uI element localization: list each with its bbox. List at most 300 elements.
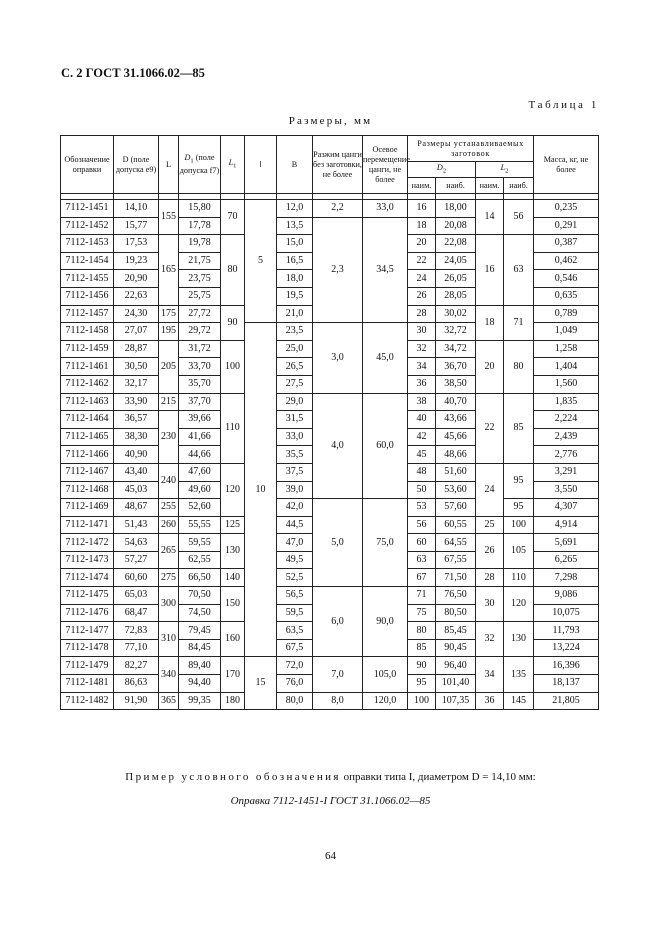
cell-D2-max: 51,60 xyxy=(436,463,476,481)
cell-D1: 31,72 xyxy=(179,340,221,358)
cell-B: 52,5 xyxy=(277,569,313,587)
cell-B: 15,0 xyxy=(277,235,313,253)
col-D2-min: наим. xyxy=(408,178,436,194)
cell-mass: 6,265 xyxy=(534,551,599,569)
cell-L1: 110 xyxy=(221,393,245,463)
cell-D2-max: 38,50 xyxy=(436,375,476,393)
cell-L: 175 xyxy=(159,305,179,323)
cell-L2-max: 110 xyxy=(504,569,534,587)
cell-D: 24,30 xyxy=(114,305,159,323)
cell-D1: 47,60 xyxy=(179,463,221,481)
cell-D1: 44,66 xyxy=(179,446,221,464)
cell-mass: 0,462 xyxy=(534,252,599,270)
cell-L1: 125 xyxy=(221,516,245,534)
cell-D1: 59,55 xyxy=(179,534,221,552)
col-D2: $D_2$ xyxy=(408,162,476,178)
cell-clamp: 8,0 xyxy=(313,692,363,710)
cell-L2-min: 34 xyxy=(476,657,504,692)
cell-mass: 2,439 xyxy=(534,428,599,446)
cell-mass: 0,235 xyxy=(534,200,599,218)
cell-D1: 55,55 xyxy=(179,516,221,534)
cell-mass: 0,546 xyxy=(534,270,599,288)
cell-L2-max: 95 xyxy=(504,463,534,498)
cell-L2-min: 22 xyxy=(476,393,504,463)
cell-B: 29,0 xyxy=(277,393,313,411)
cell-D1: 49,60 xyxy=(179,481,221,499)
cell-D2-min: 63 xyxy=(408,551,436,569)
cell-designation: 7112-1474 xyxy=(61,569,114,587)
cell-L: 310 xyxy=(159,622,179,657)
page-header: С. 2 ГОСТ 31.1066.02—85 xyxy=(61,66,205,80)
cell-L: 240 xyxy=(159,463,179,498)
cell-D: 28,87 xyxy=(114,340,159,358)
cell-D2-max: 26,05 xyxy=(436,270,476,288)
cell-designation: 7112-1478 xyxy=(61,639,114,657)
cell-D2-max: 34,72 xyxy=(436,340,476,358)
cell-D: 82,27 xyxy=(114,657,159,675)
cell-D2-max: 60,55 xyxy=(436,516,476,534)
cell-D: 30,50 xyxy=(114,358,159,376)
cell-D: 32,17 xyxy=(114,375,159,393)
col-axial: Осевое перемещение цанги, не более xyxy=(363,136,408,194)
cell-D1: 99,35 xyxy=(179,692,221,710)
cell-D2-min: 32 xyxy=(408,340,436,358)
table-caption: Размеры, мм xyxy=(288,115,373,127)
cell-D2-max: 107,35 xyxy=(436,692,476,710)
cell-L1: 180 xyxy=(221,692,245,710)
cell-designation: 7112-1464 xyxy=(61,411,114,429)
cell-D1: 84,45 xyxy=(179,639,221,657)
cell-L1: 70 xyxy=(221,200,245,235)
cell-clamp: 6,0 xyxy=(313,587,363,657)
cell-D2-min: 36 xyxy=(408,375,436,393)
cell-designation: 7112-1469 xyxy=(61,499,114,517)
cell-D: 43,40 xyxy=(114,463,159,481)
cell-D1: 39,66 xyxy=(179,411,221,429)
cell-L2-max: 63 xyxy=(504,235,534,305)
cell-D: 48,67 xyxy=(114,499,159,517)
cell-D2-max: 80,50 xyxy=(436,604,476,622)
cell-D: 68,47 xyxy=(114,604,159,622)
cell-D: 45,03 xyxy=(114,481,159,499)
cell-mass: 11,793 xyxy=(534,622,599,640)
cell-L2-max: 80 xyxy=(504,340,534,393)
cell-D2-min: 90 xyxy=(408,657,436,675)
cell-L2-max: 145 xyxy=(504,692,534,710)
cell-D2-min: 22 xyxy=(408,252,436,270)
cell-mass: 3,550 xyxy=(534,481,599,499)
cell-B: 37,5 xyxy=(277,463,313,481)
cell-D1: 29,72 xyxy=(179,323,221,341)
cell-L2-min: 14 xyxy=(476,200,504,235)
table-row xyxy=(61,393,599,411)
cell-B: 63,5 xyxy=(277,622,313,640)
cell-B: 44,5 xyxy=(277,516,313,534)
cell-L2-min: 25 xyxy=(476,516,504,534)
cell-D2-min: 20 xyxy=(408,235,436,253)
col-l: l xyxy=(245,136,277,194)
cell-B: 19,5 xyxy=(277,287,313,305)
example-spaced: Пример условного обозначения xyxy=(125,771,341,783)
table-number: Таблица 1 xyxy=(528,99,599,111)
cell-D1: 70,50 xyxy=(179,587,221,605)
cell-axial: 34,5 xyxy=(363,217,408,323)
cell-B: 27,5 xyxy=(277,375,313,393)
cell-mass: 18,137 xyxy=(534,675,599,693)
cell-designation: 7112-1453 xyxy=(61,235,114,253)
cell-designation: 7112-1476 xyxy=(61,604,114,622)
cell-D1: 89,40 xyxy=(179,657,221,675)
cell-D: 15,77 xyxy=(114,217,159,235)
cell-D2-min: 56 xyxy=(408,516,436,534)
cell-D: 54,63 xyxy=(114,534,159,552)
cell-D1: 33,70 xyxy=(179,358,221,376)
cell-D: 51,43 xyxy=(114,516,159,534)
cell-D: 17,53 xyxy=(114,235,159,253)
col-mass: Масса, кг, не более xyxy=(534,136,599,194)
col-designation: Обозначение оправки xyxy=(61,136,114,194)
cell-D2-max: 28,05 xyxy=(436,287,476,305)
cell-L2-max: 100 xyxy=(504,516,534,534)
cell-L: 215 xyxy=(159,393,179,411)
cell-D2-min: 80 xyxy=(408,622,436,640)
cell-D1: 27,72 xyxy=(179,305,221,323)
table-row xyxy=(61,692,599,710)
cell-designation: 7112-1481 xyxy=(61,675,114,693)
cell-D2-min: 26 xyxy=(408,287,436,305)
cell-D2-max: 20,08 xyxy=(436,217,476,235)
cell-L: 260 xyxy=(159,516,179,534)
cell-L2-max: 120 xyxy=(504,587,534,622)
cell-B: 56,5 xyxy=(277,587,313,605)
example-rest: оправки типа I, диаметром D = 14,10 мм: xyxy=(343,771,536,783)
cell-D1: 94,40 xyxy=(179,675,221,693)
cell-D2-max: 96,40 xyxy=(436,657,476,675)
cell-L2-min: 36 xyxy=(476,692,504,710)
cell-D2-min: 48 xyxy=(408,463,436,481)
cell-designation: 7112-1451 xyxy=(61,200,114,218)
page-number: 64 xyxy=(325,850,336,862)
cell-clamp: 2,2 xyxy=(313,200,363,218)
cell-L2-min: 26 xyxy=(476,534,504,569)
cell-designation: 7112-1472 xyxy=(61,534,114,552)
table-row xyxy=(61,657,599,675)
cell-B: 72,0 xyxy=(277,657,313,675)
table-row xyxy=(61,587,599,605)
cell-designation: 7112-1459 xyxy=(61,340,114,358)
cell-D2-min: 38 xyxy=(408,393,436,411)
cell-D2-min: 75 xyxy=(408,604,436,622)
cell-designation: 7112-1461 xyxy=(61,358,114,376)
cell-D: 36,57 xyxy=(114,411,159,429)
cell-D: 22,63 xyxy=(114,287,159,305)
col-L1: $L_1$ xyxy=(221,136,245,194)
cell-clamp: 4,0 xyxy=(313,393,363,499)
cell-D: 91,90 xyxy=(114,692,159,710)
col-D: D (поле допуска е9) xyxy=(114,136,159,194)
cell-designation: 7112-1466 xyxy=(61,446,114,464)
table-body xyxy=(61,194,599,710)
cell-D2-min: 18 xyxy=(408,217,436,235)
cell-D2-max: 76,50 xyxy=(436,587,476,605)
example-designation: Оправка 7112-1451-I ГОСТ 31.1066.02—85 xyxy=(230,795,431,807)
cell-axial: 45,0 xyxy=(363,323,408,393)
cell-designation: 7112-1467 xyxy=(61,463,114,481)
cell-D2-max: 90,45 xyxy=(436,639,476,657)
cell-mass: 9,086 xyxy=(534,587,599,605)
cell-D2-max: 64,55 xyxy=(436,534,476,552)
cell-L2-max: 85 xyxy=(504,393,534,463)
cell-B: 25,0 xyxy=(277,340,313,358)
cell-L1: 160 xyxy=(221,622,245,657)
cell-D1: 79,45 xyxy=(179,622,221,640)
cell-designation: 7112-1454 xyxy=(61,252,114,270)
cell-D: 57,27 xyxy=(114,551,159,569)
cell-designation: 7112-1465 xyxy=(61,428,114,446)
cell-D2-max: 48,66 xyxy=(436,446,476,464)
cell-D1: 19,78 xyxy=(179,235,221,253)
cell-B: 59,5 xyxy=(277,604,313,622)
cell-mass: 1,560 xyxy=(534,375,599,393)
cell-D: 86,63 xyxy=(114,675,159,693)
cell-L: 275 xyxy=(159,569,179,587)
cell-L2-min: 20 xyxy=(476,340,504,393)
cell-D2-max: 101,40 xyxy=(436,675,476,693)
cell-axial: 120,0 xyxy=(363,692,408,710)
cell-D2-min: 42 xyxy=(408,428,436,446)
cell-B: 49,5 xyxy=(277,551,313,569)
cell-axial: 60,0 xyxy=(363,393,408,499)
cell-D2-max: 40,70 xyxy=(436,393,476,411)
cell-mass: 0,789 xyxy=(534,305,599,323)
cell-D1: 62,55 xyxy=(179,551,221,569)
cell-axial: 105,0 xyxy=(363,657,408,692)
cell-L: 230 xyxy=(159,411,179,464)
cell-L2-max: 105 xyxy=(504,534,534,569)
table-row xyxy=(61,200,599,218)
col-L2-max: наиб. xyxy=(504,178,534,194)
cell-mass: 2,776 xyxy=(534,446,599,464)
cell-L: 165 xyxy=(159,235,179,305)
cell-D2-max: 85,45 xyxy=(436,622,476,640)
cell-D2-min: 53 xyxy=(408,499,436,517)
cell-D: 40,90 xyxy=(114,446,159,464)
cell-D2-min: 85 xyxy=(408,639,436,657)
cell-D1: 21,75 xyxy=(179,252,221,270)
cell-mass: 3,291 xyxy=(534,463,599,481)
cell-L: 195 xyxy=(159,323,179,341)
cell-D2-min: 30 xyxy=(408,323,436,341)
cell-mass: 10,075 xyxy=(534,604,599,622)
cell-mass: 7,298 xyxy=(534,569,599,587)
cell-D2-max: 43,66 xyxy=(436,411,476,429)
cell-D1: 15,80 xyxy=(179,200,221,218)
cell-D1: 66,50 xyxy=(179,569,221,587)
cell-designation: 7112-1463 xyxy=(61,393,114,411)
cell-D: 38,30 xyxy=(114,428,159,446)
cell-D: 33,90 xyxy=(114,393,159,411)
cell-mass: 1,404 xyxy=(534,358,599,376)
cell-D1: 23,75 xyxy=(179,270,221,288)
cell-designation: 7112-1458 xyxy=(61,323,114,341)
cell-L2-min: 28 xyxy=(476,569,504,587)
cell-mass: 4,307 xyxy=(534,499,599,517)
cell-mass: 5,691 xyxy=(534,534,599,552)
cell-B: 67,5 xyxy=(277,639,313,657)
cell-D2-min: 50 xyxy=(408,481,436,499)
cell-L1: 100 xyxy=(221,340,245,393)
cell-D2-min: 100 xyxy=(408,692,436,710)
example-text xyxy=(0,771,661,783)
cell-L: 300 xyxy=(159,587,179,622)
cell-D2-min: 16 xyxy=(408,200,436,218)
cell-L: 255 xyxy=(159,499,179,517)
cell-designation: 7112-1462 xyxy=(61,375,114,393)
cell-B: 47,0 xyxy=(277,534,313,552)
cell-L2-min: 18 xyxy=(476,305,504,340)
cell-L2-min: 32 xyxy=(476,622,504,657)
cell-axial: 75,0 xyxy=(363,499,408,587)
cell-designation: 7112-1456 xyxy=(61,287,114,305)
cell-clamp: 7,0 xyxy=(313,657,363,692)
cell-l: 15 xyxy=(245,657,277,710)
cell-L: 365 xyxy=(159,692,179,710)
cell-L2-min: 16 xyxy=(476,235,504,305)
cell-mass: 0,387 xyxy=(534,235,599,253)
cell-D1: 74,50 xyxy=(179,604,221,622)
cell-D2-min: 45 xyxy=(408,446,436,464)
cell-L2-min: 30 xyxy=(476,587,504,622)
cell-D: 20,90 xyxy=(114,270,159,288)
cell-designation: 7112-1479 xyxy=(61,657,114,675)
cell-L1: 140 xyxy=(221,569,245,587)
cell-designation: 7112-1482 xyxy=(61,692,114,710)
cell-D2-min: 24 xyxy=(408,270,436,288)
cell-D1: 41,66 xyxy=(179,428,221,446)
cell-D2-max: 24,05 xyxy=(436,252,476,270)
cell-D: 60,60 xyxy=(114,569,159,587)
cell-designation: 7112-1457 xyxy=(61,305,114,323)
cell-l: 5 xyxy=(245,200,277,323)
cell-mass: 21,805 xyxy=(534,692,599,710)
cell-designation: 7112-1473 xyxy=(61,551,114,569)
cell-B: 23,5 xyxy=(277,323,313,341)
cell-D1: 35,70 xyxy=(179,375,221,393)
cell-D: 72,83 xyxy=(114,622,159,640)
cell-clamp: 5,0 xyxy=(313,499,363,587)
col-clamp: Разжим цанги без заготовки, не более xyxy=(313,136,363,194)
cell-mass: 13,224 xyxy=(534,639,599,657)
cell-B: 33,0 xyxy=(277,428,313,446)
cell-B: 76,0 xyxy=(277,675,313,693)
cell-L: 155 xyxy=(159,200,179,235)
col-blank-sizes: Размеры устанавливаемых заготовок xyxy=(408,136,534,162)
cell-D1: 25,75 xyxy=(179,287,221,305)
cell-designation: 7112-1471 xyxy=(61,516,114,534)
cell-L2-min: 24 xyxy=(476,463,504,516)
cell-L1: 170 xyxy=(221,657,245,692)
cell-designation: 7112-1475 xyxy=(61,587,114,605)
cell-D: 27,07 xyxy=(114,323,159,341)
cell-L2-max: 71 xyxy=(504,305,534,340)
col-L: L xyxy=(159,136,179,194)
cell-D: 77,10 xyxy=(114,639,159,657)
col-B: B xyxy=(277,136,313,194)
cell-B: 39,0 xyxy=(277,481,313,499)
cell-L1: 90 xyxy=(221,305,245,340)
cell-L2-max: 56 xyxy=(504,200,534,235)
cell-D2-min: 67 xyxy=(408,569,436,587)
cell-designation: 7112-1477 xyxy=(61,622,114,640)
cell-B: 16,5 xyxy=(277,252,313,270)
cell-mass: 4,914 xyxy=(534,516,599,534)
cell-L1: 130 xyxy=(221,534,245,569)
cell-D2-max: 22,08 xyxy=(436,235,476,253)
cell-B: 18,0 xyxy=(277,270,313,288)
cell-B: 31,5 xyxy=(277,411,313,429)
cell-L: 265 xyxy=(159,534,179,569)
cell-L: 340 xyxy=(159,657,179,692)
cell-B: 80,0 xyxy=(277,692,313,710)
cell-mass: 1,258 xyxy=(534,340,599,358)
cell-L1: 80 xyxy=(221,235,245,305)
cell-mass: 1,049 xyxy=(534,323,599,341)
cell-D2-min: 34 xyxy=(408,358,436,376)
cell-clamp: 2,3 xyxy=(313,217,363,323)
cell-mass: 0,635 xyxy=(534,287,599,305)
col-D2-max: наиб. xyxy=(436,178,476,194)
cell-D1: 17,78 xyxy=(179,217,221,235)
cell-designation: 7112-1452 xyxy=(61,217,114,235)
cell-axial: 90,0 xyxy=(363,587,408,657)
cell-mass: 1,835 xyxy=(534,393,599,411)
cell-D1: 52,60 xyxy=(179,499,221,517)
cell-axial: 33,0 xyxy=(363,200,408,218)
cell-B: 35,5 xyxy=(277,446,313,464)
cell-B: 12,0 xyxy=(277,200,313,218)
cell-D2-max: 71,50 xyxy=(436,569,476,587)
cell-l: 10 xyxy=(245,323,277,657)
cell-L1: 120 xyxy=(221,463,245,516)
cell-L1: 150 xyxy=(221,587,245,622)
col-D1: $D_1$ (поле допуска f7) xyxy=(179,136,221,194)
cell-L2-max: 135 xyxy=(504,657,534,692)
table-row xyxy=(61,499,599,517)
cell-mass: 0,291 xyxy=(534,217,599,235)
cell-D2-min: 40 xyxy=(408,411,436,429)
cell-designation: 7112-1455 xyxy=(61,270,114,288)
col-L2-min: наим. xyxy=(476,178,504,194)
cell-D: 65,03 xyxy=(114,587,159,605)
cell-L2-max: 95 xyxy=(504,499,534,517)
cell-L2-max: 130 xyxy=(504,622,534,657)
cell-B: 21,0 xyxy=(277,305,313,323)
cell-D2-max: 18,00 xyxy=(436,200,476,218)
cell-B: 13,5 xyxy=(277,217,313,235)
cell-D2-max: 53,60 xyxy=(436,481,476,499)
cell-D2-min: 60 xyxy=(408,534,436,552)
cell-D2-max: 32,72 xyxy=(436,323,476,341)
cell-D2-max: 36,70 xyxy=(436,358,476,376)
cell-clamp: 3,0 xyxy=(313,323,363,393)
cell-L: 205 xyxy=(159,340,179,393)
cell-D: 19,23 xyxy=(114,252,159,270)
cell-D2-min: 71 xyxy=(408,587,436,605)
cell-designation: 7112-1468 xyxy=(61,481,114,499)
cell-D2-max: 45,66 xyxy=(436,428,476,446)
cell-mass: 16,396 xyxy=(534,657,599,675)
cell-D2-max: 30,02 xyxy=(436,305,476,323)
